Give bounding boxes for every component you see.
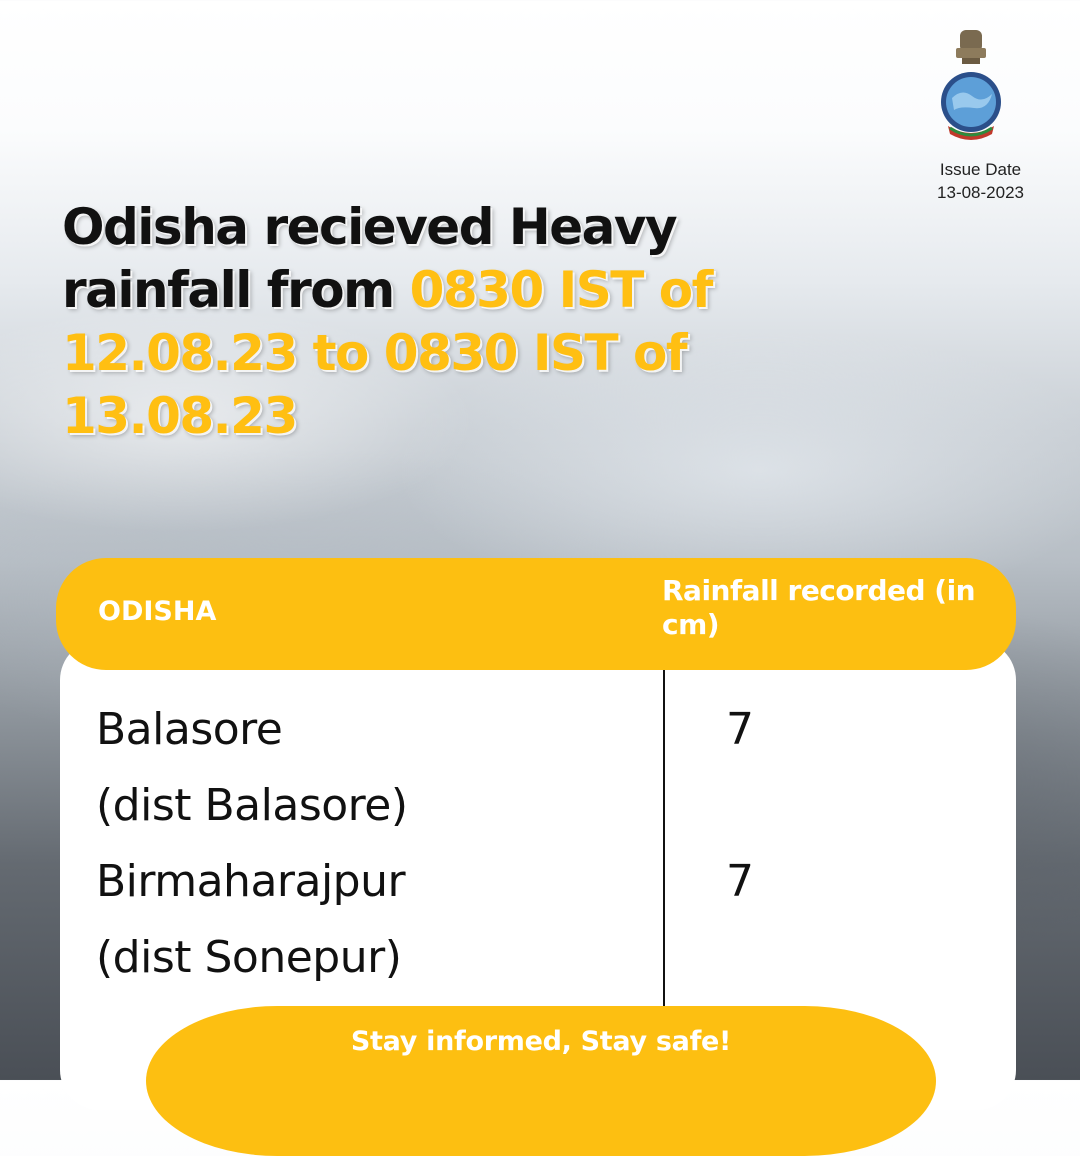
station-name [96,844,405,996]
table-header [56,558,1016,670]
headline-text: Odisha recieved Heavy rainfall from [62,198,677,319]
footer-text: Stay informed, Stay safe! [350,1026,732,1057]
issue-date-label: Issue Date [939,160,1022,179]
rainfall-value: 7 [726,856,754,907]
table-header-rainfall: Rainfall recorded (in cm) [662,574,976,641]
station-name [96,692,408,844]
imd-emblem-icon [938,28,1004,148]
issue-date-value: 13-08-2023 [937,183,1024,202]
footer-banner [146,1006,936,1156]
rainfall-value: 7 [726,704,754,755]
headline [62,196,822,448]
station-district: (dist Balasore) [96,780,408,831]
issue-date [937,158,1024,204]
station-place: Birmaharajpur [96,856,406,907]
station-district: (dist Sonepur) [96,932,402,983]
station-place: Balasore [96,704,283,755]
column-divider [663,668,665,1008]
table-header-region: ODISHA [98,596,217,627]
headline-highlight: 0830 IST of 12.08.23 to 0830 IST of 13.08.23 [62,261,712,445]
